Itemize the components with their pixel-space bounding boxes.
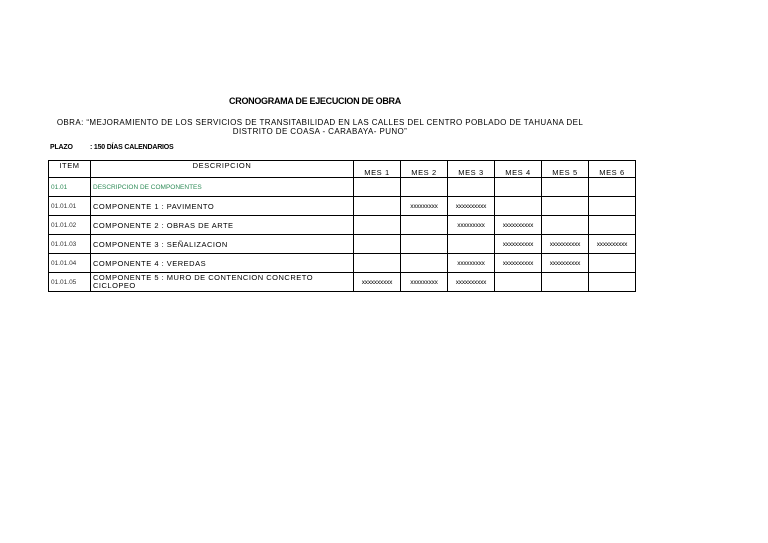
month-cell: xxxxxxxxxx bbox=[448, 273, 495, 292]
month-cell bbox=[354, 178, 401, 197]
month-cell bbox=[354, 235, 401, 254]
month-cell: xxxxxxxxxx bbox=[542, 235, 589, 254]
header-item: ITEM bbox=[49, 161, 91, 178]
month-cell bbox=[589, 178, 636, 197]
month-cell: xxxxxxxxxx bbox=[354, 273, 401, 292]
row-description: COMPONENTE 2 : OBRAS DE ARTE bbox=[91, 216, 354, 235]
table-row bbox=[49, 235, 636, 254]
month-cell bbox=[542, 273, 589, 292]
month-cell bbox=[354, 197, 401, 216]
header-mes-1: MES 1 bbox=[354, 161, 401, 178]
month-cell: xxxxxxxxxx bbox=[542, 254, 589, 273]
month-cell: xxxxxxxxxx bbox=[495, 235, 542, 254]
month-cell: xxxxxxxxxx bbox=[495, 216, 542, 235]
month-cell bbox=[448, 178, 495, 197]
table-row bbox=[49, 273, 636, 292]
month-cell bbox=[401, 235, 448, 254]
header-descripcion: DESCRIPCION bbox=[91, 161, 354, 178]
month-cell bbox=[542, 216, 589, 235]
row-code: 01.01.03 bbox=[49, 235, 91, 254]
header-row bbox=[49, 161, 636, 178]
header-mes-3: MES 3 bbox=[448, 161, 495, 178]
row-description: COMPONENTE 5 : MURO DE CONTENCION CONCRETO CICLOPEO bbox=[91, 273, 354, 292]
header-mes-6: MES 6 bbox=[589, 161, 636, 178]
month-cell: xxxxxxxxx bbox=[448, 254, 495, 273]
obra-line-1: OBRA: “MEJORAMIENTO DE LOS SERVICIOS DE TRANSITABILIDAD EN LAS CALLES DEL CENTRO POBLADO DE TAHUANA DEL bbox=[56, 118, 584, 127]
month-cell: xxxxxxxxxx bbox=[589, 235, 636, 254]
obra-line-2: DISTRITO DE COASA - CARABAYA- PUNO” bbox=[232, 127, 408, 136]
row-code: 01.01 bbox=[49, 178, 91, 197]
row-description: COMPONENTE 4 : VEREDAS bbox=[91, 254, 354, 273]
header-mes-2: MES 2 bbox=[401, 161, 448, 178]
row-code: 01.01.05 bbox=[49, 273, 91, 292]
project-description bbox=[40, 118, 600, 136]
month-cell bbox=[401, 178, 448, 197]
row-description: COMPONENTE 1 : PAVIMENTO bbox=[91, 197, 354, 216]
month-cell bbox=[589, 254, 636, 273]
month-cell bbox=[589, 273, 636, 292]
plazo-label: PLAZO bbox=[50, 144, 73, 151]
month-cell: xxxxxxxxxx bbox=[495, 254, 542, 273]
page-title: CRONOGRAMA DE EJECUCION DE OBRA bbox=[229, 96, 401, 106]
month-cell bbox=[495, 273, 542, 292]
month-cell bbox=[354, 216, 401, 235]
plazo-value: : 150 DÍAS CALENDARIOS bbox=[90, 144, 174, 151]
row-code: 01.01.01 bbox=[49, 197, 91, 216]
month-cell bbox=[495, 197, 542, 216]
month-cell: xxxxxxxxx bbox=[448, 216, 495, 235]
row-code: 01.01.04 bbox=[49, 254, 91, 273]
month-cell: xxxxxxxxx bbox=[401, 273, 448, 292]
month-cell bbox=[542, 197, 589, 216]
row-description: COMPONENTE 3 : SEÑALIZACION bbox=[91, 235, 354, 254]
month-cell bbox=[542, 178, 589, 197]
table-row bbox=[49, 178, 636, 197]
month-cell bbox=[401, 216, 448, 235]
month-cell bbox=[495, 178, 542, 197]
row-description: DESCRIPCION DE COMPONENTES bbox=[91, 178, 354, 197]
table-row bbox=[49, 216, 636, 235]
header-mes-4: MES 4 bbox=[495, 161, 542, 178]
month-cell: xxxxxxxxx bbox=[401, 197, 448, 216]
month-cell: xxxxxxxxxx bbox=[448, 197, 495, 216]
month-cell bbox=[589, 216, 636, 235]
header-mes-5: MES 5 bbox=[542, 161, 589, 178]
table-row bbox=[49, 254, 636, 273]
month-cell bbox=[401, 254, 448, 273]
schedule-table bbox=[48, 160, 636, 292]
month-cell bbox=[589, 197, 636, 216]
plazo-row bbox=[50, 144, 174, 151]
month-cell bbox=[448, 235, 495, 254]
table-row bbox=[49, 197, 636, 216]
row-code: 01.01.02 bbox=[49, 216, 91, 235]
month-cell bbox=[354, 254, 401, 273]
